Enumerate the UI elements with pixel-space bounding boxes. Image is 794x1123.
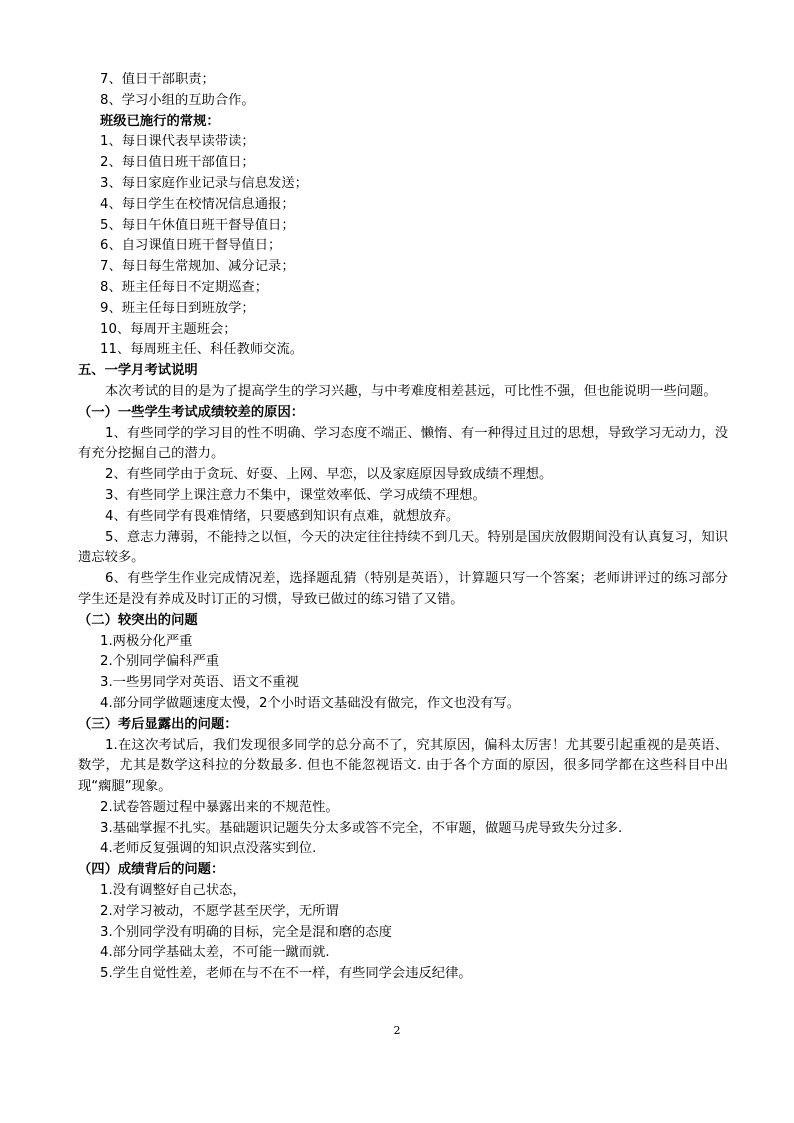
page-number: 2 xyxy=(393,1024,401,1037)
list-item: 1.没有调整好自己状态， xyxy=(100,883,246,899)
section-heading: 五、一学月考试说明 xyxy=(78,363,198,379)
paragraph: 2、有些同学由于贪玩、好耍、上网、早恋，以及家庭原因导致成绩不理想。 xyxy=(105,467,553,483)
paragraph: 3、有些同学上课注意力不集中，课堂效率低、学习成绩不理想。 xyxy=(105,487,486,503)
subsection-heading: （四）成绩背后的问题： xyxy=(78,862,225,878)
list-item: 5.学生自觉性差，老师在与不在不一样，有些同学会违反纪律。 xyxy=(100,966,472,982)
paragraph: 6、有些学生作业完成情况差，选择题乱猜（特别是英语），计算题只写一个答案；老师讲评过的练习部分学生还是没有养成及时订正的习惯，导致已做过的练习错了又错。 xyxy=(78,571,728,607)
paragraph: 1、有些同学的学习目的性不明确、学习态度不端正、懒惰、有一种得过且过的思想，导致学习无动力，没有充分挖掘自己的潜力。 xyxy=(78,425,728,462)
subsection-heading: （三）考后显露出的问题： xyxy=(78,716,238,732)
list-item: 3.个别同学没有明确的目标，完全是混和磨的态度 xyxy=(100,924,392,940)
list-item: 1、每日课代表早读带读； xyxy=(100,134,255,150)
list-item: 9、班主任每日到班放学； xyxy=(100,300,255,316)
list-item: 2、每日值日班干部值日； xyxy=(100,155,255,171)
document-page xyxy=(78,70,728,985)
list-item: 4.部分同学做题速度太慢，2个小时语文基础没有做完，作文也没有写。 xyxy=(100,695,521,711)
list-item: 2.个别同学偏科严重 xyxy=(100,654,220,670)
list-item: 8、班主任每日不定期巡查； xyxy=(100,279,269,295)
paragraph: 5、意志力薄弱，不能持之以恒，今天的决定往往持续不到几天。特别是国庆放假期间没有认真复习，知识遗忘较多。 xyxy=(78,529,728,566)
list-item: 2.试卷答题过程中暴露出来的不规范性。 xyxy=(100,799,339,815)
list-item: 10、每周开主题班会； xyxy=(100,321,237,337)
list-item: 3.一些男同学对英语、语文不重视 xyxy=(100,675,299,691)
list-item: 6、自习课值日班干督导值日； xyxy=(100,238,282,254)
paragraph: 4、有些同学有畏难情绪，只要感到知识有点难，就想放弃。 xyxy=(105,508,460,524)
list-item: 4.部分同学基础太差，不可能一蹴而就. xyxy=(100,945,330,961)
section-heading: 班级已施行的常规： xyxy=(100,113,220,129)
list-item: 4、每日学生在校情况信息通报； xyxy=(100,196,295,212)
list-item: 5、每日午休值日班干督导值日； xyxy=(100,217,295,233)
list-item: 1.两极分化严重 xyxy=(100,633,193,649)
paragraph: 本次考试的目的是为了提高学生的学习兴趣，与中考难度相差甚远，可比性不强，但也能说明一些问题。 xyxy=(105,383,717,399)
paragraph: 1.在这次考试后，我们发现很多同学的总分高不了，究其原因，偏科太厉害！尤其要引起重视的是英语、数学，尤其是数学这科拉的分数最多. 但也不能忽视语文. 由于各个方面的原因，很多同学都在这些科目中出现“瘸腿”现象。 xyxy=(78,737,728,795)
subsection-heading: （一）一些学生考试成绩较差的原因： xyxy=(78,404,305,420)
list-item: 8、学习小组的互助合作。 xyxy=(100,92,255,108)
list-item: 7、每日每生常规加、减分记录； xyxy=(100,259,295,275)
subsection-heading: （二）较突出的问题 xyxy=(78,612,198,628)
list-item: 4.老师反复强调的知识点没落实到位. xyxy=(100,841,317,857)
list-item: 7、值日干部职责； xyxy=(100,72,215,87)
list-item: 3.基础掌握不扎实。基础题识记题失分太多或答不完全，不审题，做题马虎导致失分过多. xyxy=(100,820,623,836)
list-item: 3、每日家庭作业记录与信息发送； xyxy=(100,175,308,191)
list-item: 2.对学习被动，不愿学甚至厌学，无所谓 xyxy=(100,903,339,919)
list-item: 11、每周班主任、科任教师交流。 xyxy=(100,342,304,358)
